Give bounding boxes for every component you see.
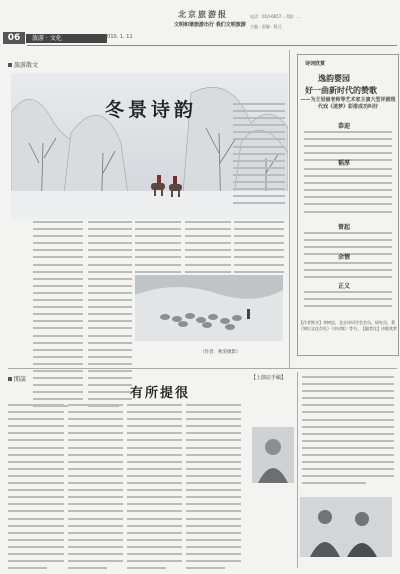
bottom-right-text bbox=[302, 376, 394, 490]
article-body-col0 bbox=[233, 103, 285, 209]
bottom-tag-label: 閒談 bbox=[14, 376, 27, 383]
bottom-title: 有所提很 bbox=[130, 386, 191, 401]
poem-subtitle: 好一曲新时代的赞歌 bbox=[305, 85, 377, 95]
bottom-tag bbox=[8, 374, 26, 383]
bottom-body-col3 bbox=[127, 404, 182, 574]
bottom-right-head: 【上演辰手稿】 bbox=[251, 375, 287, 381]
bottom-column-divider bbox=[297, 372, 298, 568]
poetry-box-header: 诗词欣赏 bbox=[305, 61, 326, 67]
poem-section-heading: 韬厚 bbox=[338, 160, 351, 167]
photo-caption: （作者：秋荣摄影） bbox=[200, 350, 241, 355]
issue-date: 2010. 1. 11 bbox=[104, 34, 133, 40]
poem-title: 逸韵婴园 bbox=[318, 73, 350, 83]
poem-section-heading: 恭迎 bbox=[338, 123, 351, 130]
contact-line: 电话：010-6657… QQ：… bbox=[250, 14, 301, 19]
bottom-body-col4 bbox=[186, 404, 241, 574]
page-header bbox=[0, 0, 400, 48]
header-rule bbox=[27, 45, 397, 46]
group-photo bbox=[300, 497, 392, 557]
masthead: 北京旅游报 bbox=[178, 9, 228, 19]
article-body-col5 bbox=[234, 221, 284, 278]
portrait-photo bbox=[252, 427, 294, 483]
credits-line: 主编 · 责编 · 版式 bbox=[250, 24, 282, 29]
article-body-col3 bbox=[135, 221, 181, 278]
article-body-col4 bbox=[185, 221, 231, 278]
masthead-subtitle: 文明和谐旅游出行 我们文明旅游 bbox=[174, 22, 246, 28]
poem-section-heading: 曾起 bbox=[338, 224, 351, 231]
poem-section-text bbox=[304, 168, 392, 218]
column-divider bbox=[289, 50, 290, 368]
author-note: 【作者简介】李树忠，北京诗词学会会员、研究员，著《知识文化存札》（诗词集）等书。【编者注】诗歌欣赏 bbox=[299, 320, 397, 331]
article-body-col1 bbox=[33, 221, 83, 413]
sheep-photo bbox=[135, 275, 283, 341]
article-tag-label: 旅游散文 bbox=[14, 62, 39, 69]
article-body-col2 bbox=[88, 221, 132, 413]
poem-dedication: ——为王冠丽老师等艺术家主演大型评剧现代戏《逍梦》彩排成功叫好 bbox=[300, 97, 396, 110]
article-title: 冬景诗韵 bbox=[105, 99, 198, 121]
bottom-body-col1 bbox=[8, 404, 64, 574]
section-label: 旅游 · 文化 bbox=[26, 34, 107, 43]
poem-section-heading: 正义 bbox=[338, 283, 351, 290]
poem-section-heading: 余情 bbox=[338, 254, 351, 261]
article-tag bbox=[8, 60, 38, 69]
section-divider bbox=[8, 368, 397, 369]
poem-section-text bbox=[304, 291, 392, 312]
page-number: 06 bbox=[3, 32, 25, 44]
bottom-body-col2 bbox=[68, 404, 123, 574]
